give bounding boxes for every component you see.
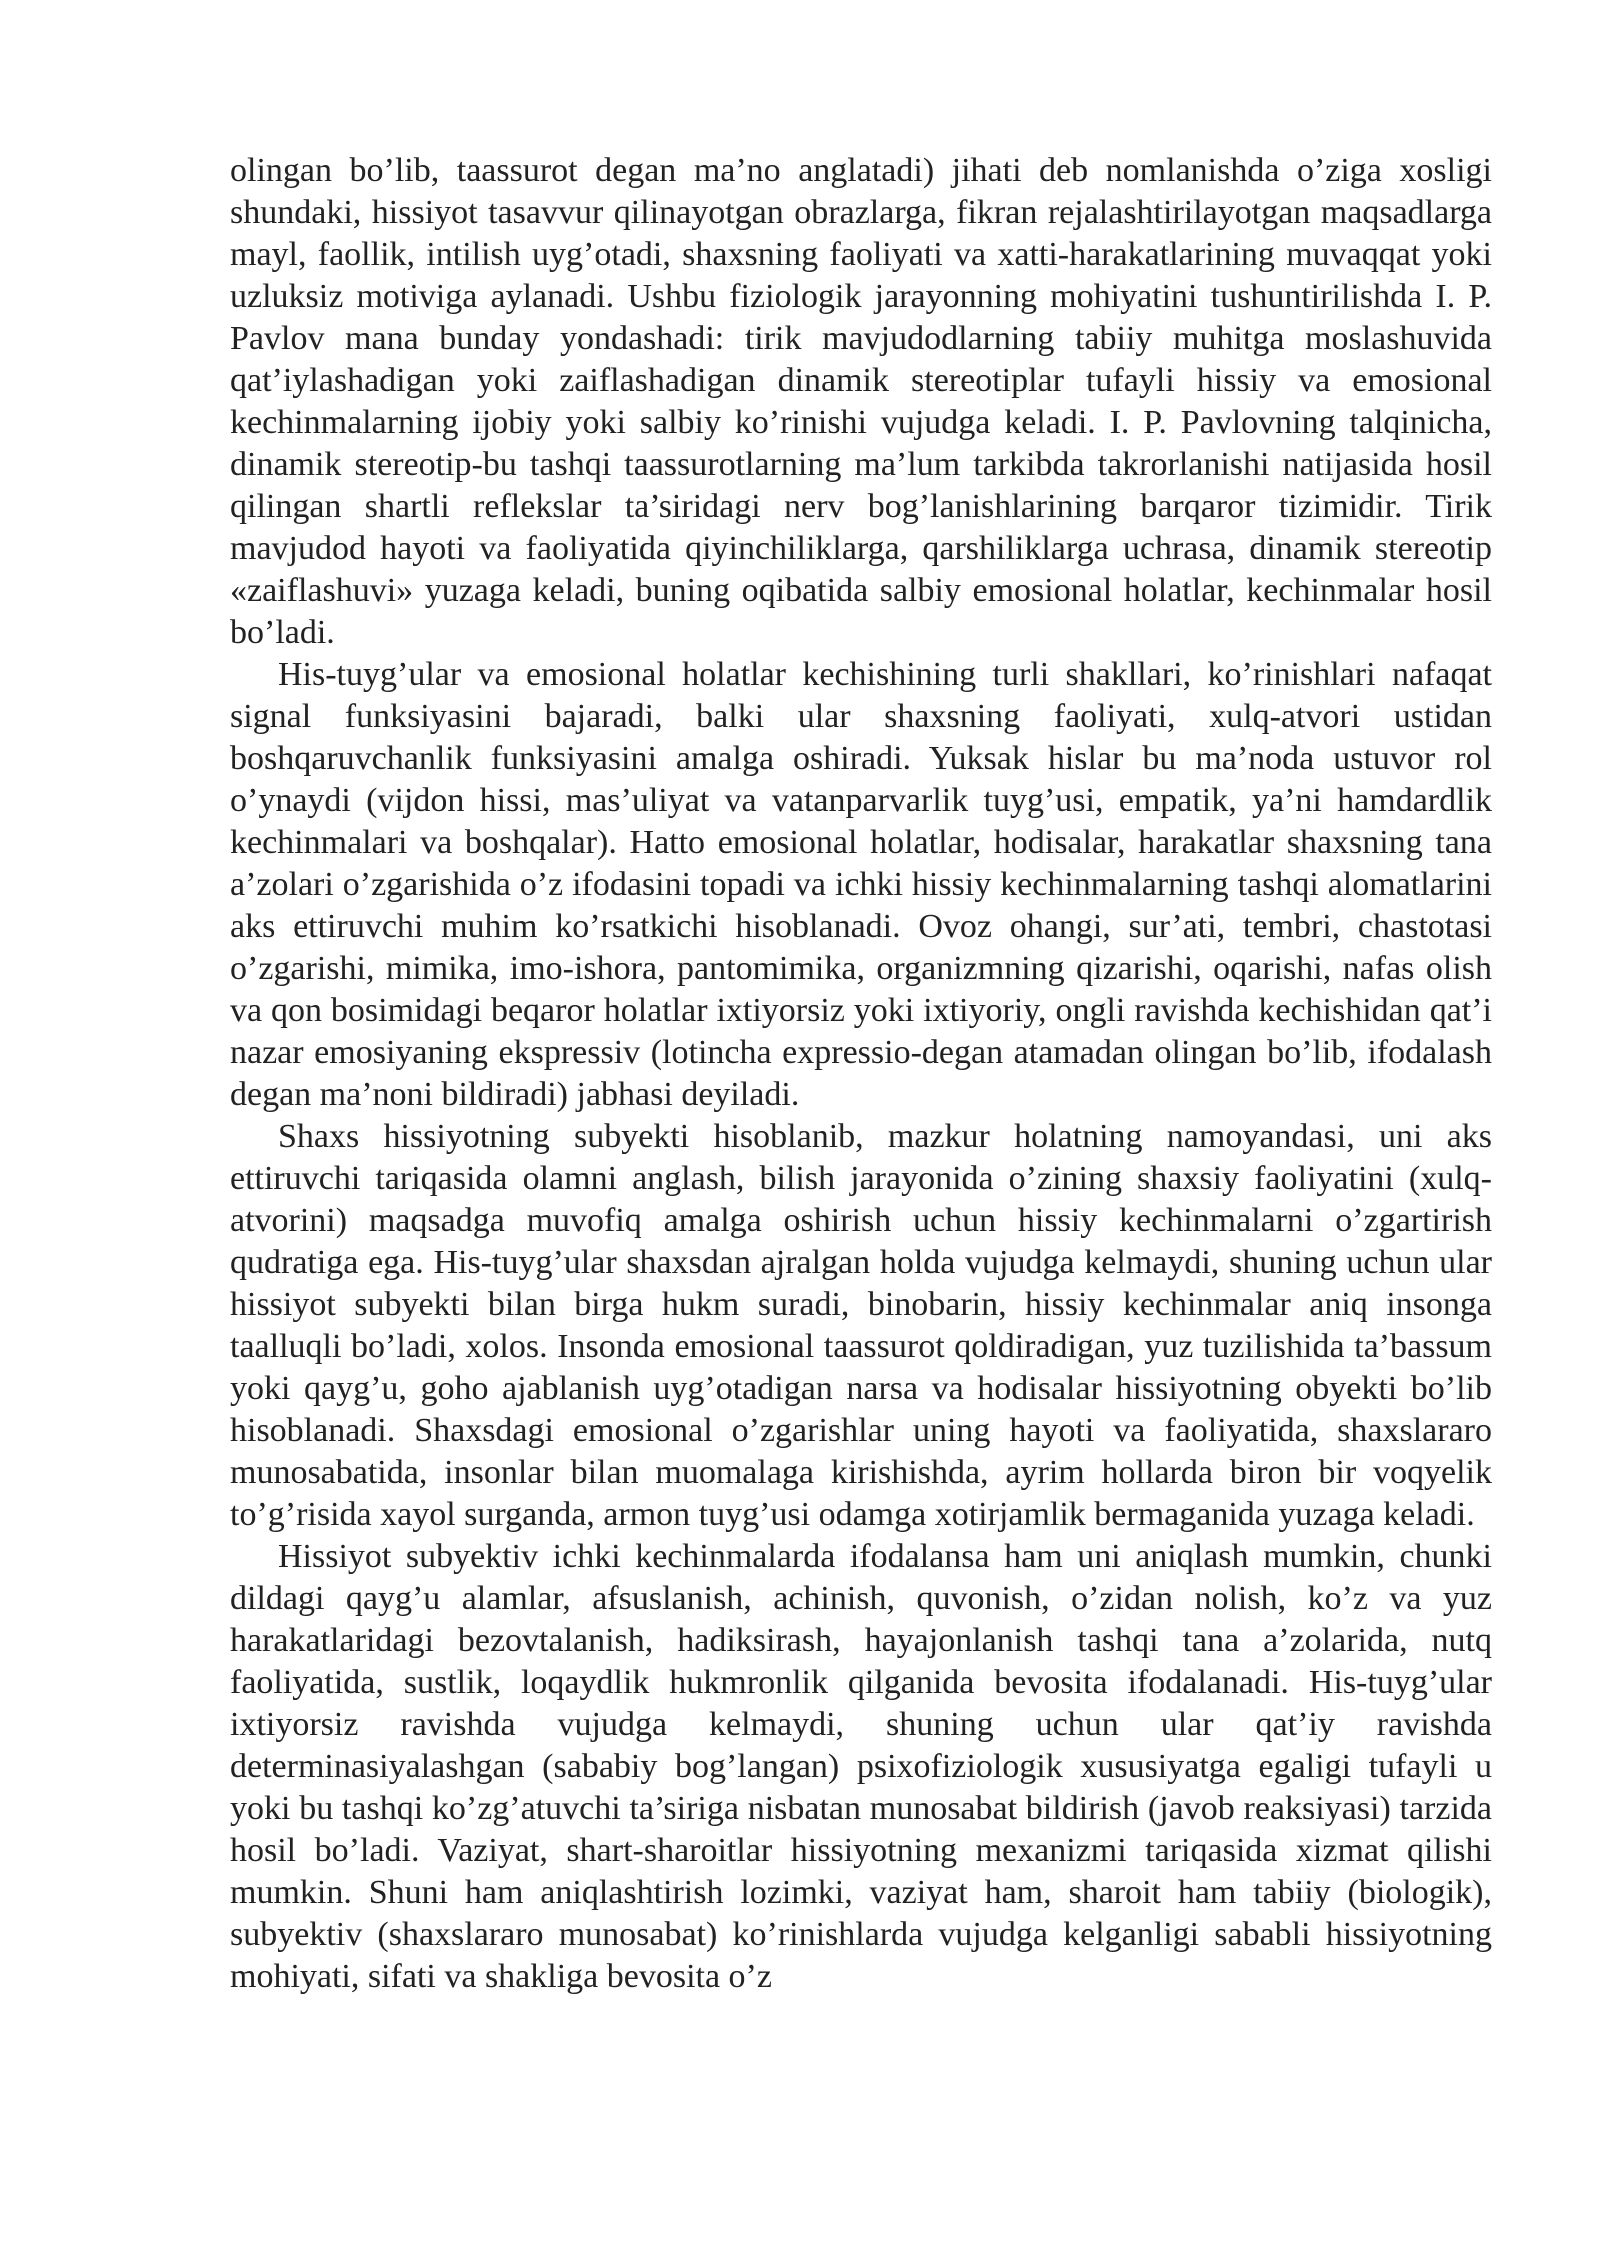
document-page <box>230 150 1492 1998</box>
paragraph-3: Shaxs hissiyotning subyekti hisoblanib, mazkur holatning namoyandasi, uni aks ettiruvchi tariqasida olamni anglash, bilish jarayonida o’zining shaxsiy faoliyatini (xulq-atvorini) maqsadga muvofiq amalga oshirish uchun hissiy kechinmalarni o’zgartirish qudratiga ega. His-tuyg’ular shaxsdan ajralgan holda vujudga kelmaydi, shuning uchun ular hissiyot subyekti bilan birga hukm suradi, binobarin, hissiy kechinmalar aniq insonga taalluqli bo’ladi, xolos. Insonda emosional taassurot qoldiradigan, yuz tuzilishida ta’bassum yoki qayg’u, goho ajablanish uyg’otadigan narsa va hodisalar hissiyotning obyekti bo’lib hisoblanadi. Shaxsdagi emosional o’zgarishlar uning hayoti va faoliyatida, shaxslararo munosabatida, insonlar bilan muomalaga kirishishda, ayrim hollarda biron bir voqyelik to’g’risida xayol surganda, armon tuyg’usi odamga xotirjamlik bermaganida yuzaga keladi. <box>230 1118 1492 1533</box>
paragraph-1: olingan bo’lib, taassurot degan ma’no anglatadi) jihati deb nomlanishda o’ziga xosligi shundaki, hissiyot tasavvur qilinayotgan obrazlarga, fikran rejalashtirilayotgan maqsadlarga mayl, faollik, intilish uyg’otadi, shaxsning faoliyati va xatti-harakatlarining muvaqqat yoki uzluksiz motiviga aylanadi. Ushbu fiziologik jarayonning mohiyatini tushuntirilishda I. P. Pavlov mana bunday yondashadi: tirik mavjudodlarning tabiiy muhitga moslashuvida qat’iylashadigan yoki zaiflashadigan dinamik stereotiplar tufayli hissiy va emosional kechinmalarning ijobiy yoki salbiy ko’rinishi vujudga keladi. I. P. Pavlovning talqinicha, dinamik stereotip-bu tashqi taassurotlarning ma’lum tarkibda takrorlanishi natijasida hosil qilingan shartli reflekslar ta’siridagi nerv bog’lanishlarining barqaror tizimidir. Tirik mavjudod hayoti va faoliyatida qiyinchiliklarga, qarshiliklarga uchrasa, dinamik stereotip «zaiflashuvi» yuzaga keladi, buning oqibatida salbiy emosional holatlar, kechinmalar hosil bo’ladi. <box>230 152 1492 651</box>
paragraph-4: Hissiyot subyektiv ichki kechinmalarda ifodalansa ham uni aniqlash mumkin, chunki dildagi qayg’u alamlar, afsuslanish, achinish, quvonish, o’zidan nolish, ko’z va yuz harakatlaridagi bezovtalanish, hadiksirash, hayajonlanish tashqi tana a’zolarida, nutq faoliyatida, sustlik, loqaydlik hukmronlik qilganida bevosita ifodalanadi. His-tuyg’ular ixtiyorsiz ravishda vujudga kelmaydi, shuning uchun ular qat’iy ravishda determinasiyalashgan (sababiy bog’langan) psixofiziologik xususiyatga egaligi tufayli u yoki bu tashqi ko’zg’atuvchi ta’siriga nisbatan munosabat bildirish (javob reaksiyasi) tarzida hosil bo’ladi. Vaziyat, shart-sharoitlar hissiyotning mexanizmi tariqasida xizmat qilishi mumkin. Shuni ham aniqlashtirish lozimki, vaziyat ham, sharoit ham tabiiy (biologik), subyektiv (shaxslararo munosabat) ko’rinishlarda vujudga kelganligi sababli hissiyotning mohiyati, sifati va shakliga bevosita o’z <box>230 1538 1492 1995</box>
paragraph-2: His-tuyg’ular va emosional holatlar kechishining turli shakllari, ko’rinishlari nafaqat signal funksiyasini bajaradi, balki ular shaxsning faoliyati, xulq-atvori ustidan boshqaruvchanlik funksiyasini amalga oshiradi. Yuksak hislar bu ma’noda ustuvor rol o’ynaydi (vijdon hissi, mas’uliyat va vatanparvarlik tuyg’usi, empatik, ya’ni hamdardlik kechinmalari va boshqalar). Hatto emosional holatlar, hodisalar, harakatlar shaxsning tana a’zolari o’zgarishida o’z ifodasini topadi va ichki hissiy kechinmalarning tashqi alomatlarini aks ettiruvchi muhim ko’rsatkichi hisoblanadi. Ovoz ohangi, sur’ati, tembri, chastotasi o’zgarishi, mimika, imo-ishora, pantomimika, organizmning qizarishi, oqarishi, nafas olish va qon bosimidagi beqaror holatlar ixtiyorsiz yoki ixtiyoriy, ongli ravishda kechishidan qat’i nazar emosiyaning ekspressiv (lotincha expressio-degan atamadan olingan bo’lib, ifodalash degan ma’noni bildiradi) jabhasi deyiladi. <box>230 656 1492 1113</box>
